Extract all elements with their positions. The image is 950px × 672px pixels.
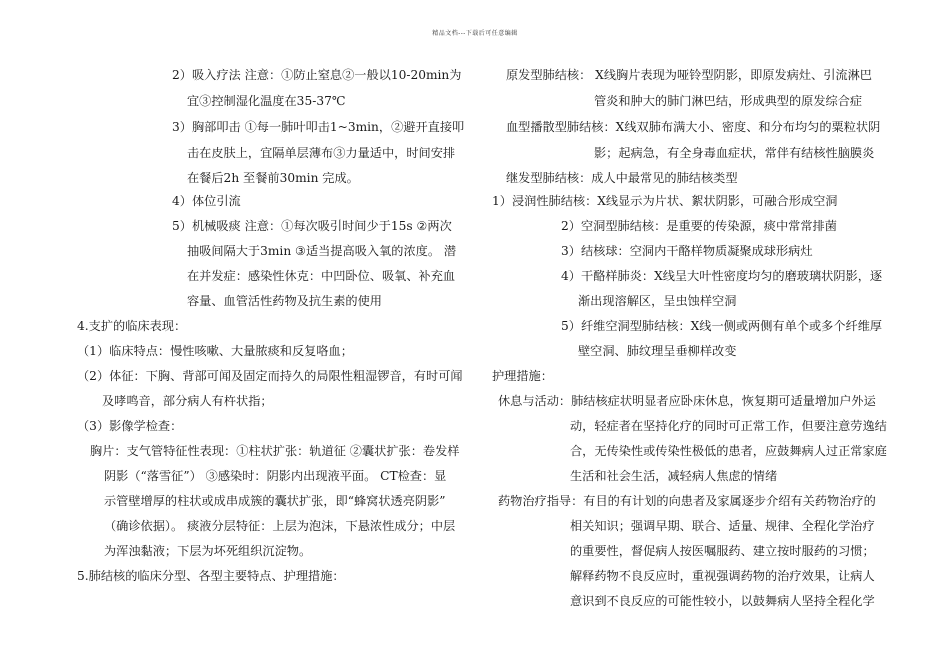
imaging-line-2: 阴影（“落雪征”） ③感染时：阴影内出现液平面。 CT检查：显 bbox=[104, 469, 447, 483]
chest-percussion-line-2: 击在皮肤上，宜隔单层薄布③力量适中，时间安排 bbox=[187, 146, 456, 160]
tuberculoma-line: 3）结核球：空洞内干酪样物质凝聚成球形病灶 bbox=[561, 244, 813, 258]
drug-guidance-line-1: 药物治疗指导：有目的有计划的向患者及家属逐步介绍有关药物治疗的 bbox=[498, 494, 876, 508]
mechanical-suction-line-3: 在并发症：感染性休克：中凹卧位、吸氧、补充血 bbox=[187, 269, 456, 283]
clinical-features-line: （1）临床特点：慢性咳嗽、大量脓痰和反复咯血； bbox=[77, 344, 353, 358]
imaging-line-3: 示管壁增厚的柱状或成串成簇的囊状扩张，即“蜂窝状透亮阴影” bbox=[104, 494, 446, 508]
caseous-pneumonia-line-2: 渐出现溶解区，呈虫蚀样空洞 bbox=[578, 294, 737, 308]
caseous-pneumonia-line-1: 4）干酪样肺炎：X线呈大叶性密度均匀的磨玻璃状阴影，逐 bbox=[561, 269, 883, 283]
inhalation-therapy-line-2: 宜③控制湿化温度在35-37℃ bbox=[187, 94, 346, 108]
physical-signs-line-1: （2）体征：下胸、背部可闻及固定而持久的局限性粗湿锣音，有时可闻 bbox=[77, 369, 463, 383]
rest-activity-line-1: 休息与活动：肺结核症状明显者应卧床休息，恢复期可适量增加户外运 bbox=[498, 394, 876, 408]
physical-signs-line-2: 及哮鸣音，部分病人有杵状指； bbox=[102, 394, 273, 408]
postural-drainage-line: 4）体位引流 bbox=[172, 194, 241, 208]
mechanical-suction-line-1: 5）机械吸痰 注意：①每次吸引时间少于15s ②两次 bbox=[172, 219, 452, 233]
chest-percussion-line-3: 在餐后2h 至餐前30min 完成。 bbox=[187, 171, 359, 185]
rest-activity-line-4: 生活和社会生活，减轻病人焦虑的情绪 bbox=[570, 469, 778, 483]
drug-guidance-line-2: 相关知识；强调早期、联合、适量、规律、全程化学治疗 bbox=[570, 519, 875, 533]
page-header: 精品文档---下载后可任意编辑 bbox=[432, 30, 518, 37]
imaging-line-5: 为浑浊黏液；下层为坏死组织沉淀物。 bbox=[104, 544, 312, 558]
mechanical-suction-line-2: 抽吸间隔大于3min ③适当提高吸入氧的浓度。 潜 bbox=[187, 244, 457, 258]
drug-guidance-line-5: 意识到不良反应的可能性较小，以鼓舞病人坚持全程化学 bbox=[570, 594, 875, 608]
fibrocavitary-tb-line-1: 5）纤维空洞型肺结核：X线一侧或两侧有单个或多个纤维厚 bbox=[561, 319, 883, 333]
inhalation-therapy-line-1: 2）吸入疗法 注意：①防止窒息②一般以10-20min为 bbox=[172, 68, 462, 82]
drug-guidance-line-3: 的重要性，督促病人按医嘱服药、建立按时服药的习惯； bbox=[570, 544, 875, 558]
chest-percussion-line-1: 3）胸部叩击 ①每一肺叶叩击1~3min，②避开直接叩 bbox=[172, 120, 465, 134]
primary-tb-line-2: 管炎和肿大的肺门淋巴结，形成典型的原发综合症 bbox=[594, 94, 863, 108]
mechanical-suction-line-4: 容量、血管活性药物及抗生素的使用 bbox=[187, 294, 382, 308]
rest-activity-line-3: 合，无传染性或传染性极低的患者，应鼓舞病人过正常家庭 bbox=[570, 444, 887, 458]
fibrocavitary-tb-line-2: 壁空洞、肺纹理呈垂柳样改变 bbox=[578, 344, 737, 358]
miliary-tb-line-2: 影；起病急，有全身毒血症状，常伴有结核性脑膜炎 bbox=[594, 146, 875, 160]
rest-activity-line-2: 动，轻症者在坚持化疗的同时可正常工作，但要注意劳逸结 bbox=[570, 419, 887, 433]
primary-tb-line-1: 原发型肺结核： X线胸片表现为哑铃型阴影，即原发病灶、引流淋巴 bbox=[506, 68, 872, 82]
imaging-line-1: 胸片：支气管特征性表现：①柱状扩张：轨道征 ②囊状扩张：卷发样 bbox=[90, 444, 460, 458]
nursing-measures-heading: 护理措施： bbox=[492, 369, 553, 383]
drug-guidance-line-4: 解释药物不良反应时，重视强调药物的治疗效果，让病人 bbox=[570, 569, 875, 583]
imaging-line-4: （确诊依据）。 痰液分层特征：上层为泡沫，下悬浓性成分；中层 bbox=[104, 519, 456, 533]
cavitary-tb-line: 2）空洞型肺结核：是重要的传染源，痰中常常排菌 bbox=[561, 219, 837, 233]
imaging-heading: （3）影像学检查： bbox=[77, 419, 183, 433]
secondary-tb-line: 继发型肺结核：成人中最常见的肺结核类型 bbox=[506, 171, 738, 185]
section-4-heading: 4.支扩的临床表现： bbox=[77, 319, 187, 333]
infiltrative-tb-line: 1）浸润性肺结核：X线显示为片状、絮状阴影，可融合形成空洞 bbox=[492, 194, 838, 208]
section-5-heading: 5.肺结核的临床分型、各型主要特点、护理措施： bbox=[77, 569, 345, 583]
miliary-tb-line-1: 血型播散型肺结核：X线双肺布满大小、密度、和分布均匀的粟粒状阴 bbox=[506, 120, 881, 134]
